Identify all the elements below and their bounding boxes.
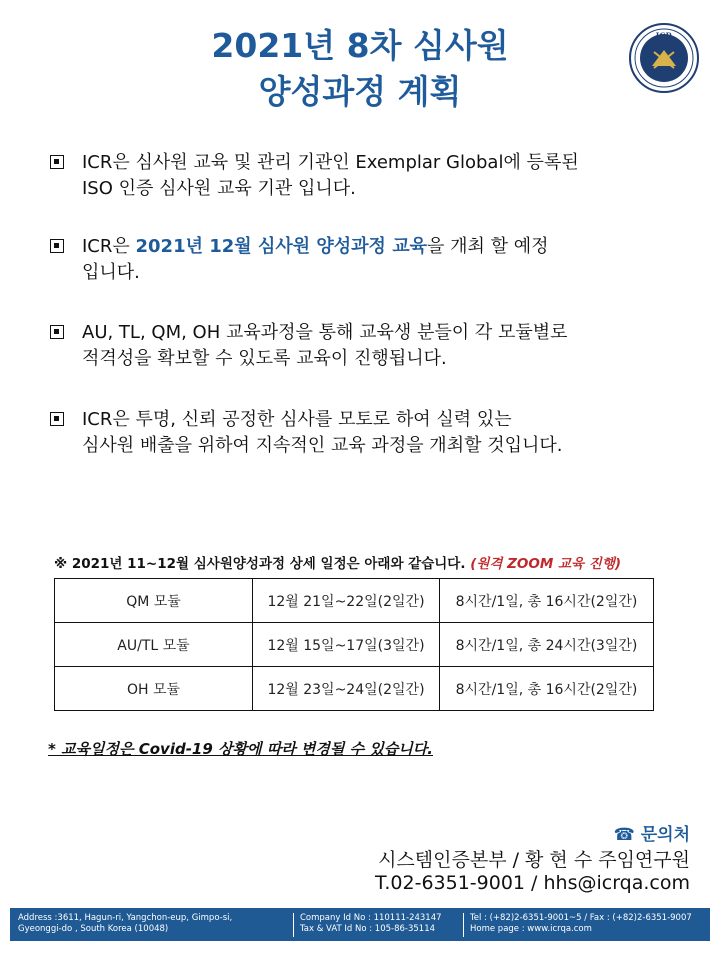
schedule-note <box>54 552 621 572</box>
bullet-text: 입니다. <box>82 262 140 283</box>
footer-bar <box>10 908 710 941</box>
bullet-item <box>50 234 690 286</box>
bullet-text: 을 개최 할 예정 <box>426 236 549 257</box>
dates-cell: 12월 21일~22일(2일간) <box>253 579 440 623</box>
bullet-item <box>50 150 690 202</box>
bullet-item <box>50 407 690 459</box>
module-cell: AU/TL 모듈 <box>55 623 253 667</box>
footer-text: Tax & VAT Id No : 105-86-35114 <box>300 924 436 934</box>
page-title-line2: 양성과정 계획 <box>258 72 462 111</box>
covid-note: * 교육일정은 Covid-19 상황에 따라 변경될 수 있습니다. <box>48 740 433 758</box>
footer-homepage[interactable]: Home page : www.icrqa.com <box>470 924 592 934</box>
highlight-text: 2021년 12월 심사원 양성과정 교육 <box>135 236 427 257</box>
footer-contact <box>470 913 692 935</box>
square-bullet-icon <box>50 325 64 339</box>
schedule-note-text: ※ 2021년 11~12월 심사원양성과정 상세 일정은 아래와 같습니다. <box>54 556 466 572</box>
contact-info[interactable]: T.02-6351-9001 / hhs@icrqa.com <box>375 872 690 894</box>
remote-note: (원격 ZOOM 교육 진행) <box>470 556 622 572</box>
bullet-text: ICR은 <box>82 236 136 257</box>
footer-text: Address :3611, Hagun-ri, Yangchon-eup, Gimpo-si, <box>18 913 233 923</box>
square-bullet-icon <box>50 412 64 426</box>
bullet-item <box>50 320 690 372</box>
bullet-text: ISO 인증 심사원 교육 기관 입니다. <box>82 178 356 199</box>
footer-company <box>300 913 442 935</box>
bullet-text: AU, TL, QM, OH 교육과정을 통해 교육생 분들이 각 모듈별로 <box>82 322 568 343</box>
contact-heading: ☎ 문의처 <box>613 825 690 845</box>
footer-text: Tel : (+82)2-6351-9001~5 / Fax : (+82)2-6351-9007 <box>470 913 692 923</box>
module-cell: OH 모듈 <box>55 667 253 711</box>
hours-cell: 8시간/1일, 총 16시간(2일간) <box>440 667 654 711</box>
hours-cell: 8시간/1일, 총 16시간(2일간) <box>440 579 654 623</box>
schedule-table <box>54 578 654 711</box>
icr-logo <box>628 22 700 94</box>
footer-text: Gyeonggi-do , South Korea (10048) <box>18 924 169 934</box>
bullet-text: 적격성을 확보할 수 있도록 교육이 진행됩니다. <box>82 348 447 369</box>
bullet-text: 심사원 배출을 위하여 지속적인 교육 과정을 개최할 것입니다. <box>82 435 563 456</box>
logo-text: ICR <box>655 31 673 41</box>
footer-text: Company Id No : 110111-243147 <box>300 913 442 923</box>
table-row <box>55 579 654 623</box>
footer-address <box>18 913 232 935</box>
table-row <box>55 623 654 667</box>
bullet-text: ICR은 심사원 교육 및 관리 기관인 Exemplar Global에 등록된 <box>82 152 579 173</box>
dates-cell: 12월 23일~24일(2일간) <box>253 667 440 711</box>
square-bullet-icon <box>50 155 64 169</box>
module-cell: QM 모듈 <box>55 579 253 623</box>
table-row <box>55 667 654 711</box>
footer-divider <box>293 913 294 937</box>
dates-cell: 12월 15일~17일(3일간) <box>253 623 440 667</box>
page-title-line1: 2021년 8차 심사원 <box>211 26 509 65</box>
contact-person: 시스템인증본부 / 황 현 수 주임연구원 <box>378 849 690 871</box>
hours-cell: 8시간/1일, 총 24시간(3일간) <box>440 623 654 667</box>
footer-divider <box>463 913 464 937</box>
bullet-text: ICR은 투명, 신뢰 공정한 심사를 모토로 하여 실력 있는 <box>82 409 512 430</box>
square-bullet-icon <box>50 239 64 253</box>
